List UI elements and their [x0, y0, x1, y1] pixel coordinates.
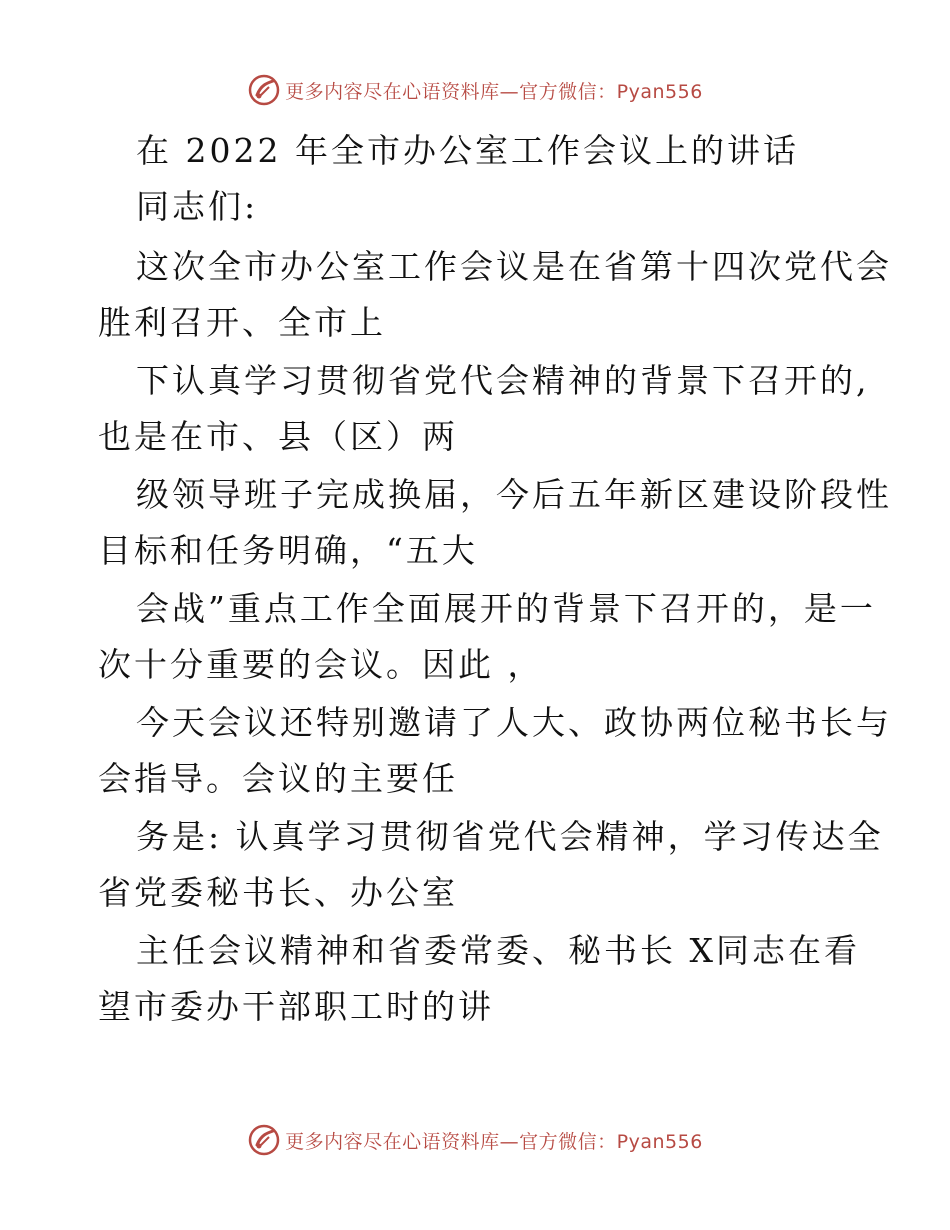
- brand-logo-icon: [247, 1123, 281, 1157]
- paragraph-line: 也是在市、县（区）两: [98, 417, 458, 456]
- footer-banner: [0, 1120, 950, 1160]
- paragraph-line: 下认真学习贯彻省党代会精神的背景下召开的,: [136, 361, 870, 400]
- header-banner-text: 更多内容尽在心语资料库—官方微信：Pyan556: [285, 80, 703, 103]
- document-title: 在 2022 年全市办公室工作会议上的讲话: [136, 131, 799, 170]
- paragraph-line: 这次全市办公室工作会议是在省第十四次党代会: [136, 247, 892, 286]
- paragraph-line: 望市委办干部职工时的讲: [98, 987, 494, 1026]
- paragraph-line: 次十分重要的会议。因此 ，: [98, 645, 544, 684]
- paragraph-line: 今天会议还特别邀请了人大、政协两位秘书长与: [136, 703, 892, 742]
- footer-banner-text: 更多内容尽在心语资料库—官方微信：Pyan556: [285, 1130, 703, 1153]
- brand-logo-icon: [247, 73, 281, 107]
- paragraph-line: 省党委秘书长、办公室: [98, 873, 458, 912]
- paragraph-line: 级领导班子完成换届，今后五年新区建设阶段性: [136, 475, 892, 514]
- paragraph-line: 务是: 认真学习贯彻省党代会精神，学习传达全: [136, 817, 884, 856]
- header-banner: [0, 70, 950, 110]
- paragraph-line: 目标和任务明确，“五大: [98, 531, 478, 570]
- salutation: 同志们:: [136, 187, 259, 226]
- paragraph-line: 主任会议精神和省委常委、秘书长 X同志在看: [136, 931, 860, 970]
- paragraph-line: 胜利召开、全市上: [98, 303, 386, 342]
- paragraph-line: 会战”重点工作全面展开的背景下召开的，是一: [136, 589, 876, 628]
- paragraph-line: 会指导。会议的主要任: [98, 759, 458, 798]
